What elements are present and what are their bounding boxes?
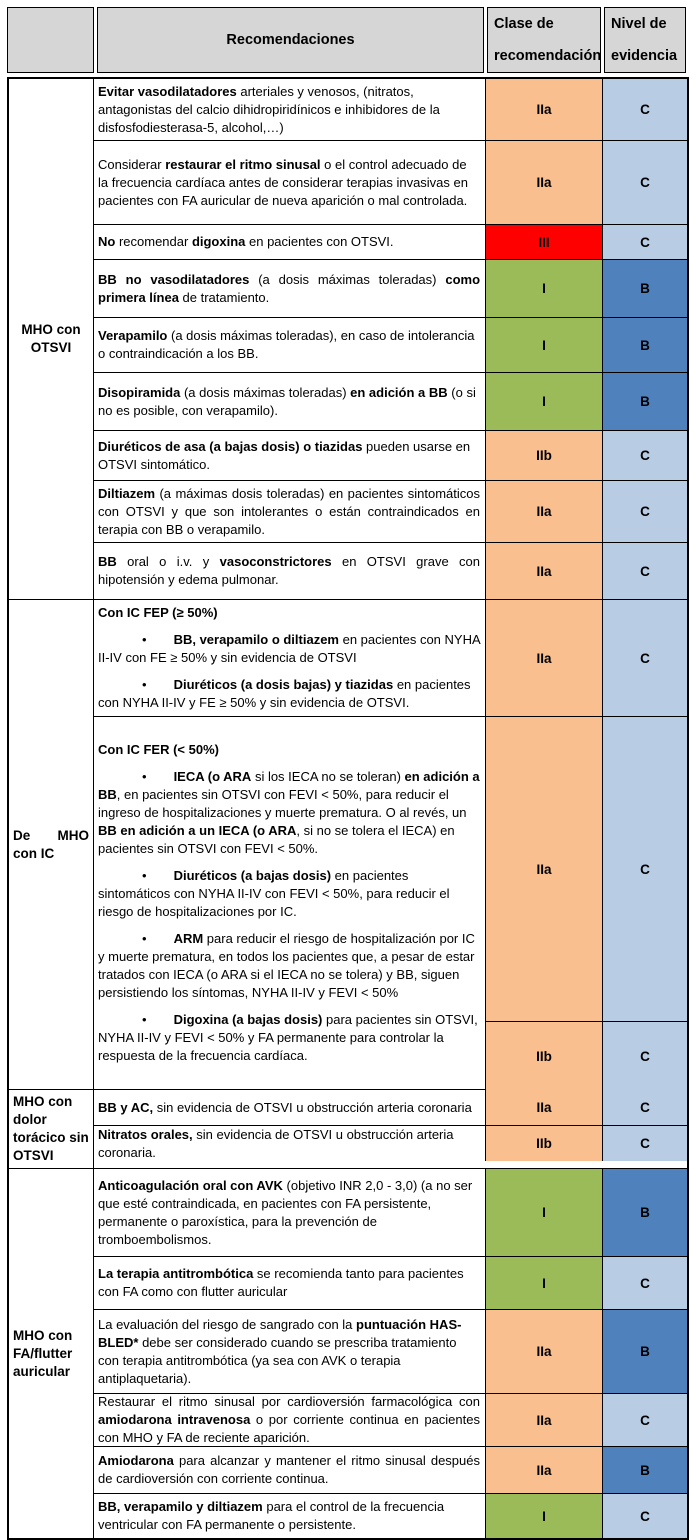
text-regular: La evaluación del riesgo de sangrado con la [98, 1316, 357, 1332]
class-cell [486, 373, 603, 430]
header-empty-cell [7, 7, 94, 73]
level-cell-value: C [603, 1090, 687, 1125]
text-regular: en pacientes sintomáticos con NYHA II-IV con FEVI < 50%, para reducir el riesgo de hospitalizaciones por IC. [98, 868, 450, 919]
bullet-item [98, 1011, 480, 1065]
text-bold: Nitratos orales, [98, 1126, 193, 1142]
group-label-text: De MHO con IC [13, 827, 89, 861]
text-regular: debe ser considerado cuando se prescriba tratamiento con terapia antitrombótica (ya sea con AVK o terapia antiplaquetaria). [98, 1334, 457, 1386]
text-bold: Verapamilo [98, 328, 168, 343]
text-bold: como primera línea [98, 271, 481, 305]
group-rows [94, 79, 687, 599]
table-row [94, 79, 687, 140]
text-regular: Considerar [98, 156, 166, 172]
text-regular: de tratamiento. [178, 289, 270, 305]
class-cell-value: I [486, 318, 602, 372]
group-label-text: MHO con dolor torácico sin OTSVI [13, 1094, 89, 1163]
class-cell [486, 225, 603, 259]
recommendation-text [98, 1498, 480, 1534]
text-bold: Anticoagulación oral con AVK [98, 1177, 283, 1193]
text-bold: restaurar el ritmo sinusal [165, 156, 321, 172]
recommendation-cell [94, 1394, 486, 1446]
recommendation-text [98, 1265, 480, 1301]
class-cell-value: IIa [486, 481, 602, 542]
level-cell [603, 1090, 687, 1125]
text-bold: Diuréticos (a dosis bajas) y tiazidas [173, 677, 394, 692]
text-regular: (o si no es posible, con verapamilo). [98, 384, 476, 418]
level-cell-value: B [603, 260, 687, 317]
class-cell-value: IIb [486, 1126, 602, 1161]
text-bold: en adición a BB [350, 384, 448, 400]
text-regular: (objetivo INR 2,0 - 3,0) (a no ser que esté contraindicada, en pacientes con FA persistente, permanente o paroxística, para la prevención de tromboembolismos. [98, 1177, 473, 1247]
group-rows [94, 1169, 687, 1538]
class-cell-value: IIa [486, 1447, 602, 1493]
text-regular: en OTSVI grave con hipotensión y edema pulmonar. [98, 554, 480, 587]
recommendation-cell [94, 225, 486, 259]
class-cell [486, 431, 603, 480]
class-cell [486, 1394, 603, 1446]
recommendation-cell [94, 373, 486, 430]
bullet-icon: • [142, 769, 147, 784]
text-regular: para el control de la frecuencia ventricular con FA permanente o persistente. [98, 1499, 445, 1532]
table-body [7, 77, 689, 1540]
table-row [94, 259, 687, 317]
table-row [94, 542, 687, 599]
table-row [94, 1090, 687, 1125]
group-label-text: MHO con FA/flutter auricular [13, 1327, 73, 1379]
bullet-item [98, 676, 480, 712]
level-cell-value: C [603, 543, 687, 599]
level-cell [603, 1257, 687, 1309]
class-cell-value: IIa [486, 600, 602, 716]
table-row [94, 430, 687, 480]
recommendation-cell [94, 1494, 486, 1538]
row-group [9, 79, 687, 599]
table-row [94, 140, 687, 224]
recommendation-cell [94, 1447, 486, 1493]
text-regular: para alcanzar y mantener el ritmo sinusal después de cardioversión con corriente continua. [98, 1453, 480, 1486]
recommendation-text [98, 1452, 480, 1488]
text-bold: BB no vasodilatadores [98, 271, 250, 287]
recommendation-text [98, 485, 480, 539]
class-cell [486, 260, 603, 317]
text-regular: pueden usarse en OTSVI sintomático. [98, 438, 471, 472]
class-cell [486, 318, 603, 372]
recommendations-table [7, 7, 689, 1540]
level-cell-value: C [603, 717, 687, 1021]
level-cell-value: C [603, 79, 687, 140]
group-rows [94, 1090, 687, 1168]
bullet-item [98, 631, 480, 667]
table-row [94, 1493, 687, 1538]
bullet-item [98, 768, 480, 858]
level-cell [603, 543, 687, 599]
recommendation-text [98, 156, 480, 210]
text-bold: BB en adición a un IECA (o ARA [98, 823, 297, 838]
level-cell [603, 79, 687, 140]
recommendation-cell [94, 1090, 486, 1125]
recommendation-cell [94, 1169, 486, 1256]
class-cell-value: III [486, 225, 602, 259]
text-bold: La terapia antitrombótica [98, 1266, 254, 1281]
class-cell [486, 600, 603, 716]
table-row [94, 1256, 687, 1309]
recommendation-cell [94, 543, 486, 599]
text-bold: digoxina [191, 234, 246, 249]
class-cell-value: IIa [486, 543, 602, 599]
text-regular: o por corriente continua en pacientes con MHO y FA de reciente aparición. [98, 1412, 480, 1445]
recommendation-cell [94, 1257, 486, 1309]
group-label [9, 1169, 94, 1538]
text-bold: Diltiazem [98, 485, 156, 501]
text-regular: (a dosis máximas toleradas) [180, 384, 351, 400]
class-cell-value: IIa [486, 141, 602, 224]
group-label [9, 1090, 94, 1168]
text-bold: BB, verapamilo o diltiazem [173, 632, 339, 647]
row-group [9, 1089, 687, 1168]
level-cell-value: B [603, 318, 687, 372]
group-label [9, 600, 94, 1089]
text-regular: se recomienda tanto para pacientes con FA como con flutter auricular [98, 1266, 464, 1299]
class-cell [486, 1494, 603, 1538]
level-cell [603, 600, 687, 716]
class-cell [486, 481, 603, 542]
class-cell-value: IIb [486, 431, 602, 480]
table-row [94, 317, 687, 372]
class-cell [486, 1126, 603, 1161]
recommendation-text [98, 233, 480, 251]
text-regular: oral o i.v. y [116, 554, 220, 569]
level-cell [603, 1494, 687, 1538]
level-cell [603, 717, 687, 1089]
recommendation-cell [94, 318, 486, 372]
class-cell-value: I [486, 373, 602, 430]
text-regular: recomendar [115, 234, 192, 249]
level-cell-value: C [603, 1494, 687, 1538]
text-bold: Evitar vasodilatadores [98, 83, 237, 99]
recommendation-text [98, 83, 480, 137]
header-clase-de-recomendacion: Clase de recomendación [487, 7, 601, 73]
class-cell [486, 717, 603, 1089]
text-regular: para reducir el riesgo de hospitalización por IC y muerte prematura, en todos los pacientes que, a pesar de estar tratados con IECA (o ARA si el IECA no se tolera) y BB, siguen persistiendo los síntomas, NYHA II-IV y FEVI < 50% [98, 931, 475, 1000]
text-bold: ARM [173, 931, 204, 946]
text-bold: Diuréticos de asa (a bajas dosis) o tiazidas [98, 438, 363, 454]
text-regular: para pacientes sin OTSVI, NYHA II-IV y FEVI < 50% y FA permanente para controlar la respuesta de la frecuencia cardíaca. [98, 1012, 478, 1063]
level-cell [603, 1447, 687, 1493]
recommendation-cell [94, 600, 486, 716]
class-cell [486, 1090, 603, 1125]
level-cell-value: C [603, 600, 687, 716]
text-bold: Amiodarona [98, 1453, 174, 1468]
row-group [9, 599, 687, 1089]
level-cell-value: C [603, 1257, 687, 1309]
text-regular: Restaurar el ritmo sinusal por cardioversión farmacológica con [98, 1394, 480, 1409]
header-recomendaciones: Recomendaciones [97, 7, 484, 73]
text-regular: (a dosis máximas toleradas), en caso de intolerancia o contraindicación a los BB. [98, 328, 475, 361]
class-cell [486, 1169, 603, 1256]
class-cell [486, 1447, 603, 1493]
text-bold: IECA (o ARA [173, 769, 252, 784]
level-cell [603, 431, 687, 480]
table-row [94, 1393, 687, 1446]
text-bold: Con IC FEP (≥ 50%) [98, 605, 218, 620]
text-regular: si los IECA no se toleran) [251, 769, 405, 784]
table-row [94, 480, 687, 542]
text-regular: , si no se tolera el IECA) en pacientes sin OTSVI con FEVI < 50%. [98, 823, 455, 856]
text-bold: puntuación HAS-BLED* [98, 1316, 462, 1350]
level-cell [603, 225, 687, 259]
text-bold: Diuréticos (a bajas dosis) [173, 868, 332, 883]
recommendation-text [98, 604, 480, 622]
header-nivel-de-evidencia: Nivel de evidencia [604, 7, 686, 73]
level-cell-value: C [603, 431, 687, 480]
recommendation-cell [94, 717, 486, 1089]
text-regular: en pacientes con NYHA II-IV y FE ≥ 50% y sin evidencia de OTSVI. [98, 677, 471, 710]
level-cell-value: B [603, 1310, 687, 1393]
recommendation-text [98, 553, 480, 589]
recommendation-cell [94, 79, 486, 140]
recommendation-text [98, 1316, 480, 1388]
recommendation-text [98, 1177, 480, 1249]
class-cell-value: IIa [486, 1090, 602, 1125]
class-cell-value: IIa [486, 717, 602, 1021]
bullet-icon: • [142, 868, 147, 883]
level-cell [603, 1126, 687, 1161]
text-bold: amiodarona intravenosa [98, 1412, 251, 1427]
class-cell-value: IIb [486, 1021, 602, 1090]
text-regular: (a máximas dosis toleradas) en pacientes sintomáticos con OTSVI y que son intolerantes o están contraindicados en terapia con BB o verapamilo. [98, 485, 480, 537]
level-cell [603, 318, 687, 372]
recommendation-cell [94, 1310, 486, 1393]
level-cell-value: C [603, 1021, 687, 1090]
table-row [94, 1309, 687, 1393]
level-cell [603, 260, 687, 317]
table-row [94, 1446, 687, 1493]
recommendation-text [98, 271, 480, 307]
text-bold: Digoxina (a bajas dosis) [173, 1012, 323, 1027]
level-cell [603, 373, 687, 430]
bullet-icon: • [142, 931, 147, 946]
recommendation-cell [94, 431, 486, 480]
bullet-item [98, 930, 480, 1002]
table-row [94, 1125, 687, 1161]
level-cell [603, 1394, 687, 1446]
class-cell-value: I [486, 1257, 602, 1309]
level-cell-value: B [603, 1169, 687, 1256]
recommendation-text [98, 741, 480, 759]
group-label-text: MHO con OTSVI [21, 322, 81, 355]
level-cell [603, 481, 687, 542]
bullet-icon: • [142, 677, 147, 692]
class-cell [486, 1310, 603, 1393]
group-rows [94, 600, 687, 1089]
level-cell-value: B [603, 373, 687, 430]
text-bold: Con IC FER (< 50%) [98, 742, 219, 757]
text-regular: sin evidencia de OTSVI u obstrucción arteria coronaria. [98, 1126, 454, 1160]
text-bold: No [98, 234, 116, 249]
table-row [94, 372, 687, 430]
table-row [94, 716, 687, 1089]
class-cell [486, 141, 603, 224]
text-bold: BB, verapamilo y diltiazem [98, 1499, 263, 1514]
recommendation-text [98, 1099, 480, 1117]
text-bold: BB y AC, [98, 1099, 154, 1115]
level-cell-value: C [603, 481, 687, 542]
class-cell-value: I [486, 260, 602, 317]
text-bold: BB [98, 554, 117, 569]
table-row [94, 600, 687, 716]
bullet-icon: • [142, 1012, 147, 1027]
text-regular: en pacientes con NYHA II-IV con FE ≥ 50% y sin evidencia de OTSVI [98, 632, 480, 665]
recommendation-text [98, 1394, 480, 1446]
text-regular: (a dosis máximas toleradas) [249, 271, 446, 287]
class-cell-value: IIa [486, 1394, 602, 1446]
class-cell [486, 543, 603, 599]
text-regular: sin evidencia de OTSVI u obstrucción arteria coronaria [153, 1099, 472, 1115]
bullet-item [98, 867, 480, 921]
text-bold: Disopiramida [98, 384, 181, 400]
class-cell-value: I [486, 1169, 602, 1256]
class-cell-value: IIa [486, 1310, 602, 1393]
level-cell-value: C [603, 225, 687, 259]
recommendation-text [98, 384, 480, 420]
bullet-icon: • [142, 632, 147, 647]
class-cell-value: IIa [486, 79, 602, 140]
text-regular: en pacientes con OTSVI. [245, 234, 394, 249]
level-cell [603, 141, 687, 224]
recommendation-cell [94, 481, 486, 542]
level-cell-value: C [603, 1126, 687, 1161]
text-bold: vasoconstrictores [219, 554, 332, 569]
recommendation-cell [94, 260, 486, 317]
class-cell-value: I [486, 1494, 602, 1538]
table-row [94, 1169, 687, 1256]
class-cell [486, 79, 603, 140]
group-label [9, 79, 94, 599]
recommendation-text [98, 327, 480, 363]
level-cell [603, 1169, 687, 1256]
recommendation-cell [94, 1126, 486, 1161]
table-header-row [7, 7, 689, 73]
text-regular: o el control adecuado de la frecuencia cardíaca antes de considerar terapias invasivas en pacientes con FA auricular de nueva aparición o mal controlada. [98, 156, 468, 208]
recommendation-text [98, 1126, 480, 1161]
text-regular: , en pacientes sin OTSVI con FEVI < 50%, para reducir el ingreso de hospitalizaciones y muerte prematura. O al revés, un [98, 787, 467, 820]
level-cell-value: C [603, 1394, 687, 1446]
table-row [94, 224, 687, 259]
row-group [9, 1168, 687, 1538]
text-bold: en adición a BB [98, 769, 480, 802]
level-cell [603, 1310, 687, 1393]
text-regular: arteriales y venosos, (nitratos, antagonistas del calcio dihidropiridínicos e inhibidores de la disfosfodiesterasa-5, alcohol,…) [98, 83, 440, 135]
level-cell-value: C [603, 141, 687, 224]
recommendation-cell [94, 141, 486, 224]
level-cell-value: B [603, 1447, 687, 1493]
recommendation-text [98, 438, 480, 474]
class-cell [486, 1257, 603, 1309]
